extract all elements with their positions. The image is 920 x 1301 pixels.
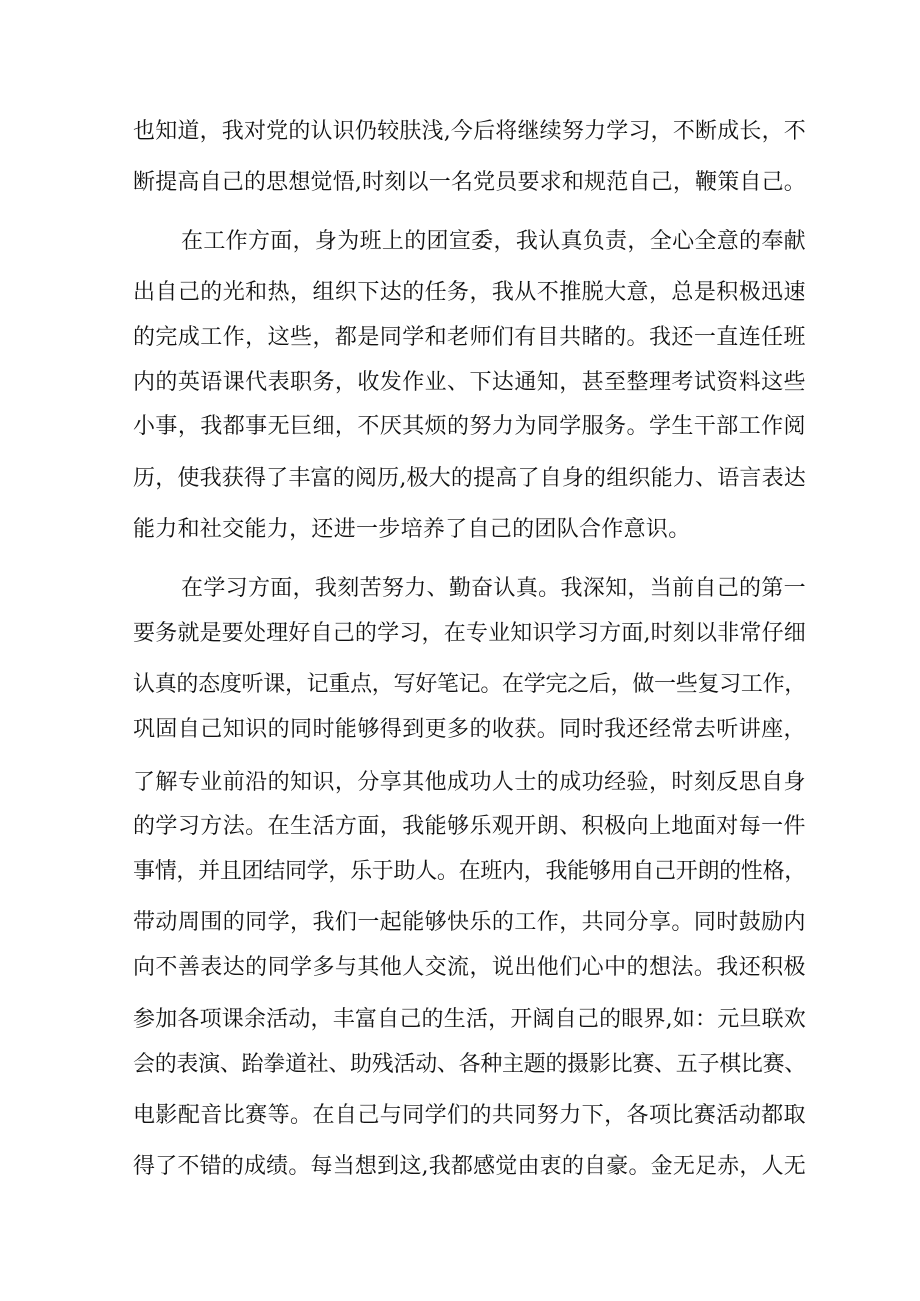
text-line: 事情，并且团结同学，乐于助人。在班内，我能够用自己开朗的性格， <box>133 859 806 884</box>
text-line: 历，使我获得了丰富的阅历,极大的提高了自身的组织能力、语言表达 <box>133 466 806 491</box>
text-line: 要务就是要处理好自己的学习，在专业知识学习方面,时刻以非常仔细 <box>133 621 806 646</box>
text-line: 小事，我都事无巨细，不厌其烦的努力为同学服务。学生干部工作阅 <box>133 414 806 439</box>
text-line: 也知道，我对党的认识仍较肤浅,今后将继续努力学习，不断成长，不 <box>133 119 806 144</box>
text-line: 能力和社交能力，还进一步培养了自己的团队合作意识。 <box>133 517 691 542</box>
text-line: 得了不错的成绩。每当想到这,我都感觉由衷的自豪。金无足赤，人无 <box>133 1154 806 1179</box>
text-line: 带动周围的同学，我们一起能够快乐的工作，共同分享。同时鼓励内 <box>133 910 806 935</box>
text-line: 向不善表达的同学多与其他人交流，说出他们心中的想法。我还积极 <box>133 955 806 980</box>
text-line: 参加各项课余活动，丰富自己的生活，开阔自己的眼界,如：元旦联欢 <box>133 1007 806 1032</box>
paragraph-first-line: 在工作方面，身为班上的团宣委，我认真负责，全心全意的奉献 <box>181 229 806 254</box>
text-line: 出自己的光和热，组织下达的任务，我从不推脱大意，总是积极迅速 <box>133 280 806 305</box>
text-line: 的完成工作，这些，都是同学和老师们有目共睹的。我还一直连任班 <box>133 325 806 350</box>
text-line: 的学习方法。在生活方面，我能够乐观开朗、积极向上地面对每一件 <box>133 814 806 839</box>
text-line: 电影配音比赛等。在自己与同学们的共同努力下，各项比赛活动都取 <box>133 1103 806 1128</box>
text-line: 内的英语课代表职务，收发作业、下达通知，甚至整理考试资料这些 <box>133 370 806 395</box>
text-line: 断提高自己的思想觉悟,时刻以一名党员要求和规范自己，鞭策自己。 <box>133 170 806 195</box>
text-line: 巩固自己知识的同时能够得到更多的收获。同时我还经常去听讲座， <box>133 717 806 742</box>
text-line: 认真的态度听课，记重点，写好笔记。在学完之后，做一些复习工作， <box>133 672 806 697</box>
text-line: 会的表演、跆拳道社、助残活动、各种主题的摄影比赛、五子棋比赛、 <box>133 1052 806 1077</box>
paragraph-first-line: 在学习方面，我刻苦努力、勤奋认真。我深知，当前自己的第一 <box>181 576 806 601</box>
text-line: 了解专业前沿的知识，分享其他成功人士的成功经验，时刻反思自身 <box>133 770 806 795</box>
